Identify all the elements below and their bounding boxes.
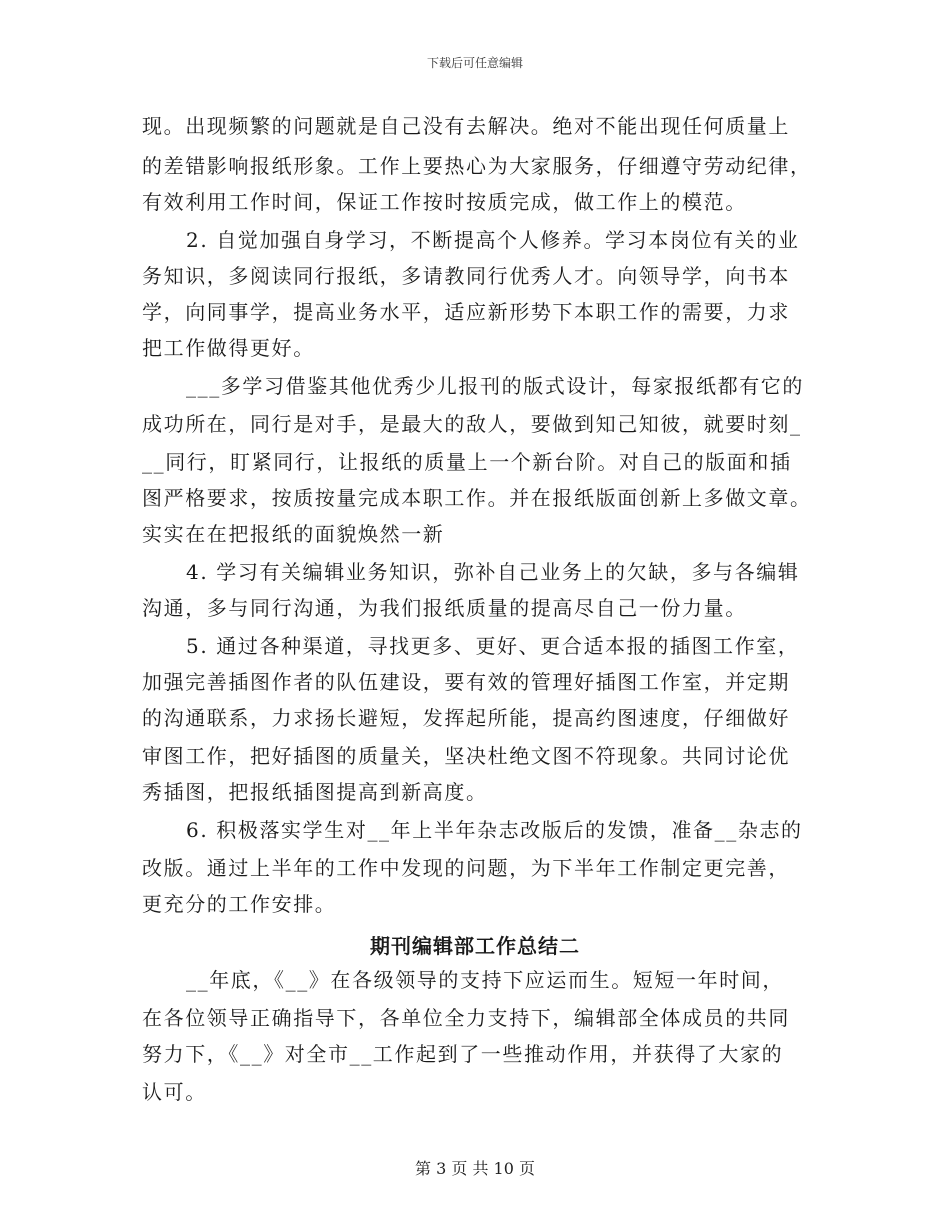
text-line: 改版。通过上半年的工作中发现的问题，为下半年工作制定更完善，: [142, 856, 790, 880]
page-number: 第 3 页 共 10 页: [415, 1159, 535, 1178]
text-line: 审图工作，把好插图的质量关，坚决杜绝文图不符现象。共同讨论优: [142, 744, 790, 768]
text-line: 加强完善插图作者的队伍建设，要有效的管理好插图工作室，并定期: [142, 670, 790, 694]
text-line: __年底，《__》在各级领导的支持下应运而生。短短一年时间，: [186, 968, 784, 992]
text-line: 5. 通过各种渠道，寻找更多、更好、更合适本报的插图工作室，: [186, 634, 800, 658]
text-line: ___多学习借鉴其他优秀少儿报刊的版式设计，每家报纸都有它的: [186, 374, 804, 398]
text-line: 把工作做得更好。: [142, 336, 315, 360]
text-line: 图严格要求，按质按量完成本职工作。并在报纸版面创新上多做文章。: [142, 486, 812, 510]
text-line: 现。出现频繁的问题就是自己没有去解决。绝对不能出现任何质量上: [142, 114, 790, 138]
text-line: __同行，盯紧同行，让报纸的质量上一个新台阶。对自己的版面和插: [142, 450, 792, 474]
text-line: 的沟通联系，力求扬长避短，发挥起所能，提高约图速度，仔细做好: [142, 706, 790, 730]
text-line: 有效利用工作时间，保证工作按时按质完成，做工作上的模范。: [142, 190, 747, 214]
text-line: 务知识，多阅读同行报纸，多请教同行优秀人才。向领导学，向书本: [142, 264, 790, 288]
text-line: 努力下，《__》对全市__工作起到了一些推动作用，并获得了大家的: [142, 1042, 784, 1066]
text-line: 2. 自觉加强自身学习，不断提高个人修养。学习本岗位有关的业: [186, 228, 800, 252]
text-line: 成功所在，同行是对手，是最大的敌人，要做到知己知彼，就要时刻_: [142, 412, 802, 436]
text-line: 4. 学习有关编辑业务知识，弥补自己业务上的欠缺，多与各编辑: [186, 560, 800, 584]
text-line: 的差错影响报纸形象。工作上要热心为大家服务，仔细遵守劳动纪律，: [142, 154, 812, 178]
text-line: 实实在在把报纸的面貌焕然一新: [142, 522, 445, 546]
text-line: 6. 积极落实学生对__年上半年杂志改版后的发馈，准备__杂志的: [186, 818, 803, 842]
text-line: 在各位领导正确指导下，各单位全力支持下，编辑部全体成员的共同: [142, 1006, 790, 1030]
text-line: 秀插图，把报纸插图提高到新高度。: [142, 780, 488, 804]
text-line: 沟通，多与同行沟通，为我们报纸质量的提高尽自己一份力量。: [142, 596, 747, 620]
text-line: 更充分的工作安排。: [142, 892, 337, 916]
page-header-note: 下载后可任意编辑: [426, 56, 523, 70]
text-line: 学，向同事学，提高业务水平，适应新形势下本职工作的需要，力求: [142, 300, 790, 324]
section-title: 期刊编辑部工作总结二: [370, 934, 580, 958]
text-line: 认可。: [142, 1080, 207, 1104]
